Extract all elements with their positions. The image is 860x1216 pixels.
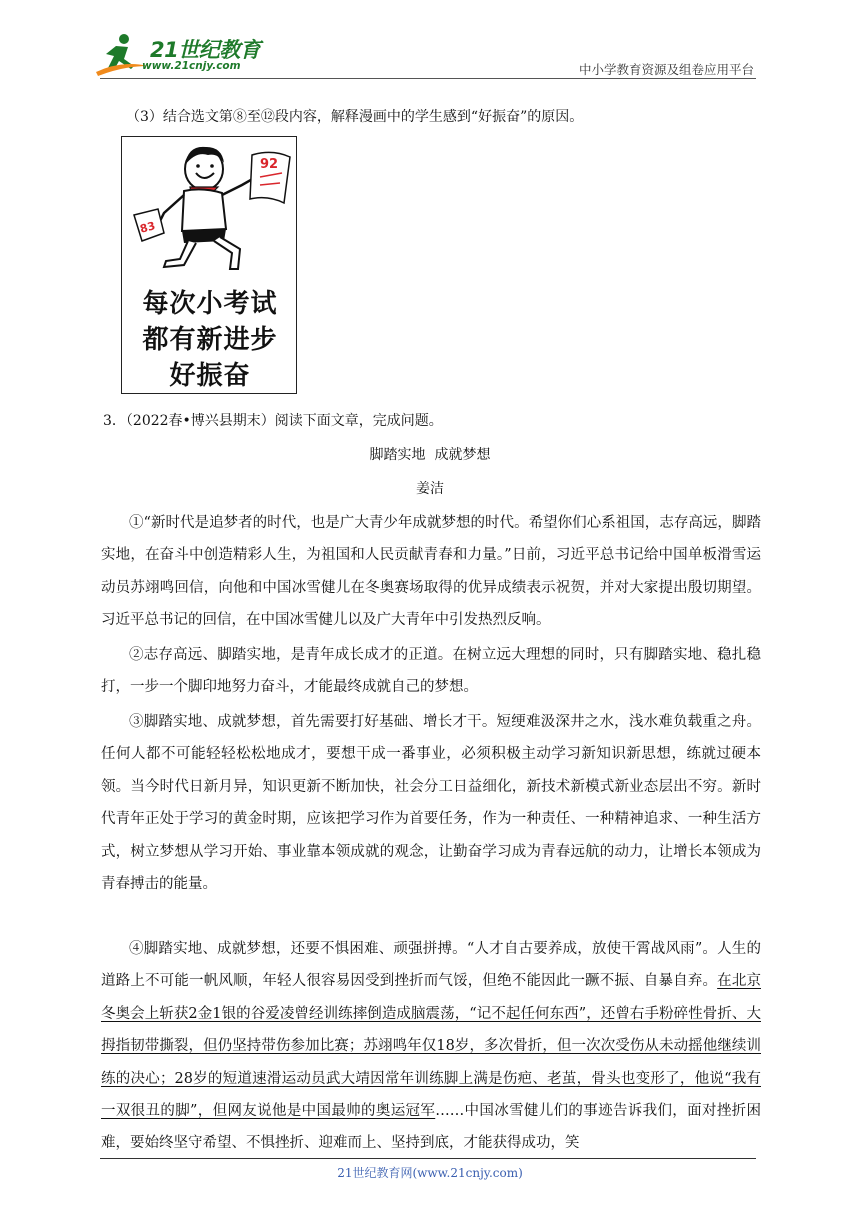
comic-caption-line-2: 都有新进步 [142,325,278,355]
paragraph-1: ①“新时代是追梦者的时代，也是广大青少年成就梦想的时代。希望你们心系祖国，志存高远，脚踏实地，在奋斗中创造精彩人生，为祖国和人民贡献青春和力量。”日前，习近平总书记给中国单板滑雪运动员苏翊鸣回信，向他和中国冰雪健儿在冬奥赛场取得的优异成绩表示祝贺，并对大家提出殷切期望。习近平总书记的回信，在中国冰雪健儿以及广大青年中引发热烈反响。 [101,515,761,629]
paper-score-left: 83 [138,219,157,236]
paper-score-right: 92 [260,157,279,172]
logo-text: 21世纪教育 [150,38,261,62]
comic-caption-line-1: 每次小考试 [142,289,278,319]
sub-question-3: （3）结合选文第⑧至⑫段内容，解释漫画中的学生感到“好振奋”的原因。 [126,109,584,125]
question-3-heading: 3．（2022春•博兴县期末）阅读下面文章，完成问题。 [103,413,443,429]
paragraph-2: ②志存高远、脚踏实地，是青年成长成才的正道。在树立远大理想的同时，只有脚踏实地、稳扎稳打，一步一个脚印地努力奋斗，才能最终成就自己的梦想。 [101,647,761,696]
article-author: 姜洁 [416,481,444,497]
paragraph-4 [101,933,761,1160]
logo[interactable] [94,32,264,78]
paragraph-3: ③脚踏实地、成就梦想，首先需要打好基础、增长才干。短绠难汲深井之水，浅水难负载重之舟。任何人都不可能轻轻松松地成才，要想干成一番事业，必须积极主动学习新知识新思想，练就过硬本领。当今时代日新月异，知识更新不断加快，社会分工日益细化，新技术新模式新业态层出不穷。新时代青年正处于学习的黄金时期，应该把学习作为首要任务，作为一种责任、一种精神追求、一种生活方式，树立梦想从学习开始、事业靠本领成就的观念，让勤奋学习成为青春远航的动力，让增长本领成为青春搏击的能量。 [101,714,761,893]
article-title: 脚踏实地 成就梦想 [369,447,491,463]
footer-site-link[interactable]: 21世纪教育网(www.21cnjy.com) [337,1166,523,1180]
footer-divider [100,1158,756,1159]
logo-url: www.21cnjy.com [142,60,241,72]
header-divider [100,78,756,79]
page-header [0,0,860,86]
paragraph-4-conclusion: ……中国冰雪健儿们的事迹告诉我们，面对挫折困难，要始终坚守希望、不惧挫折、迎难而上、坚持到底，才能获得成功，笑 [101,1103,761,1152]
paragraph-4-underlined-examples: 在北京冬奥会上斩获2金1银的谷爱凌曾经训练摔倒造成脑震荡，“记不起任何东西”，还曾右手粉碎性骨折、大拇指韧带撕裂，但仍坚持带伤参加比赛；苏翊鸣年仅18岁，多次骨折，但一次次受伤从未动摇他继续训练的决心；28岁的短道速滑运动员武大靖因常年训练脚上满是伤疤、老茧，骨头也变形了，他说“我有一双很丑的脚”，但网友说他是中国最帅的奥运冠军 [101,973,761,1120]
comic-illustration [121,136,297,394]
paragraph-4-intro: ④脚踏实地、成就梦想，还要不惧困难、顽强拼搏。“人才自古要养成，放使干霄战风雨”。人生的道路上不可能一帆风顺，年轻人很容易因受到挫折而气馁，但绝不能因此一蹶不振、自暴自弃。 [101,941,761,990]
comic-caption-line-3: 好振奋 [169,361,251,391]
header-platform-label: 中小学教育资源及组卷应用平台 [578,62,754,77]
